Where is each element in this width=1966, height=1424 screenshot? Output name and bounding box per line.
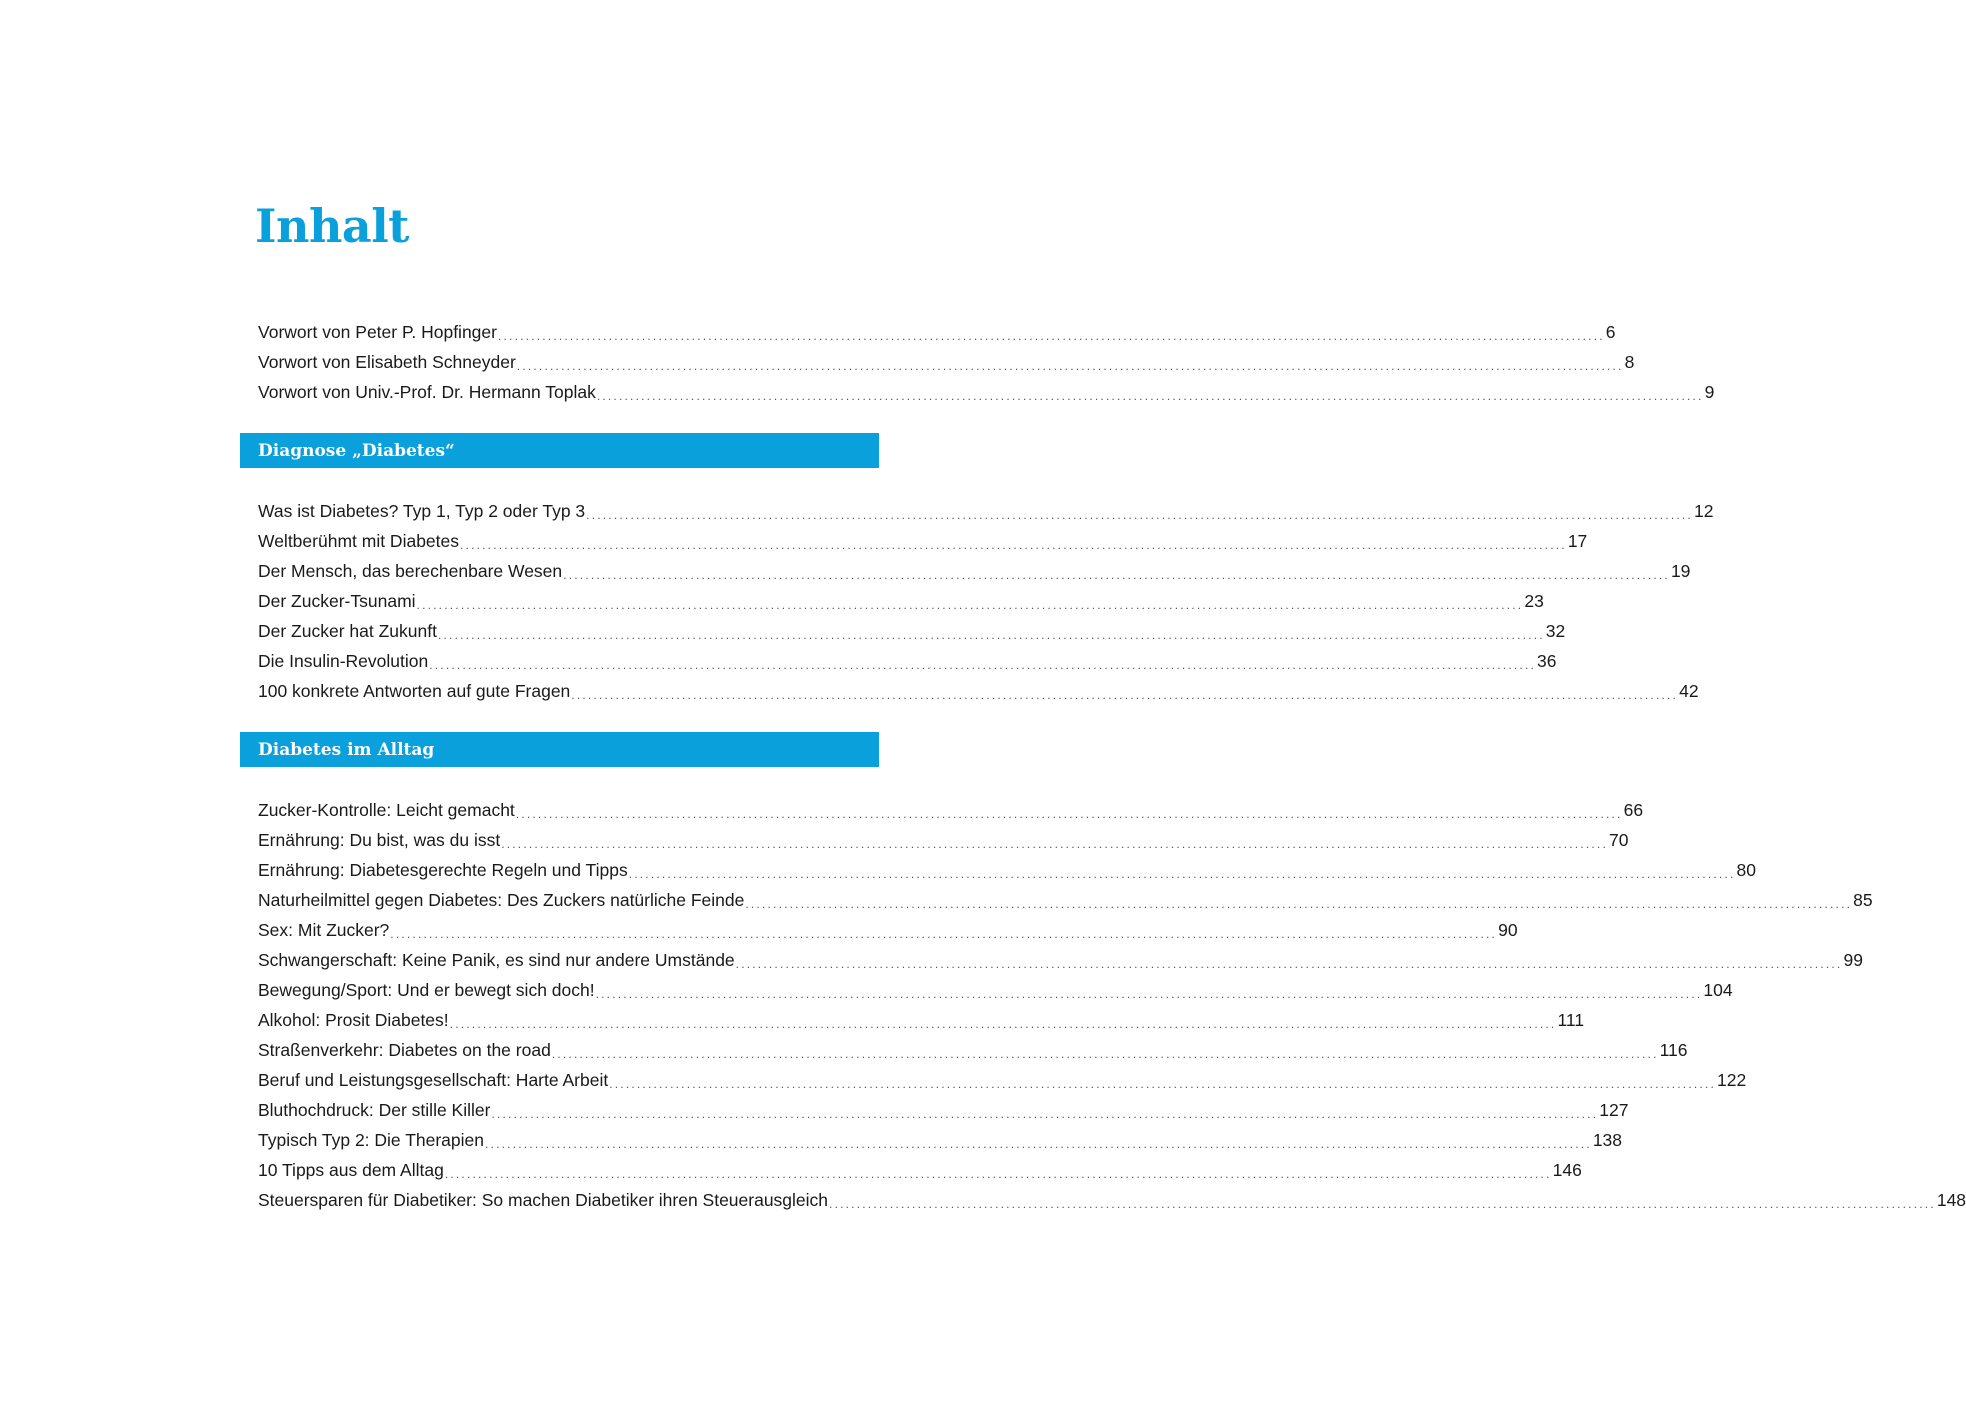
leader-dots: ........................................................................................................................................................................................................ bbox=[485, 1137, 1592, 1151]
toc-entry[interactable] bbox=[258, 1125, 1623, 1155]
leader-dots: ........................................................................................................................................................................................................ bbox=[501, 837, 1608, 851]
toc-entry-title: Der Zucker-Tsunami bbox=[258, 591, 416, 611]
toc-entry[interactable] bbox=[258, 347, 1635, 377]
toc-entry[interactable] bbox=[258, 676, 1699, 706]
toc-forewords bbox=[258, 317, 1715, 407]
leader-dots: ........................................................................................................................................................................................................ bbox=[460, 538, 1567, 552]
toc-entry-page: 8 bbox=[1624, 352, 1635, 372]
toc-entry[interactable] bbox=[258, 616, 1566, 646]
toc-entry-title: Bewegung/Sport: Und er bewegt sich doch! bbox=[258, 980, 595, 1000]
toc-entry[interactable] bbox=[258, 1095, 1629, 1125]
toc-entry-title: 100 konkrete Antworten auf gute Fragen bbox=[258, 681, 571, 701]
toc-entry-title: Der Mensch, das berechenbare Wesen bbox=[258, 561, 563, 581]
leader-dots: ........................................................................................................................................................................................................ bbox=[609, 1077, 1717, 1091]
leader-dots: ........................................................................................................................................................................................................ bbox=[829, 1197, 1936, 1211]
leader-dots: ........................................................................................................................................................................................................ bbox=[429, 658, 1537, 672]
toc-entry[interactable] bbox=[258, 975, 1733, 1005]
toc-entry-page: 148 bbox=[1936, 1190, 1966, 1210]
section-header-diagnose bbox=[240, 433, 879, 468]
toc-entry[interactable] bbox=[258, 1005, 1585, 1035]
leader-dots: ........................................................................................................................................................................................................ bbox=[497, 329, 1605, 343]
leader-dots: ........................................................................................................................................................................................................ bbox=[390, 927, 1498, 941]
toc-entry[interactable] bbox=[258, 1155, 1582, 1185]
toc-entry-page: 70 bbox=[1609, 830, 1629, 850]
toc-entry-page: 104 bbox=[1703, 980, 1733, 1000]
toc-entry-page: 138 bbox=[1592, 1130, 1623, 1150]
toc-entry-title: Zucker-Kontrolle: Leicht gemacht bbox=[258, 800, 515, 820]
leader-dots: ........................................................................................................................................................................................................ bbox=[745, 897, 1853, 911]
toc-entry-page: 85 bbox=[1853, 890, 1873, 910]
toc-entry-page: 90 bbox=[1498, 920, 1518, 940]
section-header-alltag bbox=[240, 732, 879, 767]
toc-entry-page: 116 bbox=[1659, 1040, 1688, 1060]
toc-entry[interactable] bbox=[258, 915, 1518, 945]
toc-entry-page: 6 bbox=[1605, 322, 1616, 342]
toc-entry-title: Typisch Typ 2: Die Therapien bbox=[258, 1130, 485, 1150]
leader-dots: ........................................................................................................................................................................................................ bbox=[571, 688, 1679, 702]
toc-entry-page: 36 bbox=[1537, 651, 1557, 671]
leader-dots: ........................................................................................................................................................................................................ bbox=[586, 508, 1693, 522]
toc-entry-page: 127 bbox=[1599, 1100, 1629, 1120]
toc-entry-page: 23 bbox=[1524, 591, 1544, 611]
toc-entry-page: 66 bbox=[1623, 800, 1644, 820]
leader-dots: ........................................................................................................................................................................................................ bbox=[444, 1167, 1552, 1181]
toc-section-diagnose bbox=[258, 496, 1714, 706]
toc-entry-title: Naturheilmittel gegen Diabetes: Des Zuckers natürliche Feinde bbox=[258, 890, 745, 910]
leader-dots: ........................................................................................................................................................................................................ bbox=[596, 389, 1704, 403]
leader-dots: ........................................................................................................................................................................................................ bbox=[437, 628, 1545, 642]
toc-entry-page: 122 bbox=[1717, 1070, 1747, 1090]
toc-entry-page: 12 bbox=[1693, 501, 1714, 521]
toc-entry-title: 10 Tipps aus dem Alltag bbox=[258, 1160, 444, 1180]
toc-entry-page: 19 bbox=[1670, 561, 1691, 581]
toc-entry[interactable] bbox=[258, 496, 1714, 526]
toc-entry-page: 146 bbox=[1552, 1160, 1582, 1180]
toc-entry[interactable] bbox=[258, 1065, 1747, 1095]
toc-entry-title: Steuersparen für Diabetiker: So machen Diabetiker ihren Steuerausgleich bbox=[258, 1190, 829, 1210]
leader-dots: ........................................................................................................................................................................................................ bbox=[515, 807, 1623, 821]
toc-entry[interactable] bbox=[258, 1035, 1688, 1065]
toc-entry-page: 9 bbox=[1704, 382, 1715, 402]
toc-entry-page: 42 bbox=[1679, 681, 1699, 701]
toc-entry-title: Schwangerschaft: Keine Panik, es sind nur andere Umstände bbox=[258, 950, 735, 970]
leader-dots: ........................................................................................................................................................................................................ bbox=[595, 987, 1703, 1001]
toc-entry-page: 80 bbox=[1736, 860, 1756, 880]
toc-entry-page: 17 bbox=[1567, 531, 1588, 551]
leader-dots: ........................................................................................................................................................................................................ bbox=[563, 568, 1670, 582]
toc-section-alltag bbox=[258, 795, 1966, 1215]
toc-entry-title: Ernährung: Du bist, was du isst bbox=[258, 830, 501, 850]
toc-entry-title: Straßenverkehr: Diabetes on the road bbox=[258, 1040, 551, 1060]
section-heading: Diagnose „Diabetes“ bbox=[258, 441, 455, 461]
toc-entry[interactable] bbox=[258, 825, 1629, 855]
toc-entry-title: Die Insulin-Revolution bbox=[258, 651, 429, 671]
toc-entry[interactable] bbox=[258, 1185, 1966, 1215]
toc-entry-title: Alkohol: Prosit Diabetes! bbox=[258, 1010, 449, 1030]
leader-dots: ........................................................................................................................................................................................................ bbox=[416, 598, 1524, 612]
toc-entry-title: Sex: Mit Zucker? bbox=[258, 920, 390, 940]
toc-entry[interactable] bbox=[258, 945, 1863, 975]
toc-entry-title: Beruf und Leistungsgesellschaft: Harte Arbeit bbox=[258, 1070, 609, 1090]
leader-dots: ........................................................................................................................................................................................................ bbox=[735, 957, 1843, 971]
toc-entry[interactable] bbox=[258, 795, 1644, 825]
leader-dots: ........................................................................................................................................................................................................ bbox=[551, 1047, 1659, 1061]
page-title: Inhalt bbox=[255, 199, 409, 253]
toc-entry[interactable] bbox=[258, 556, 1691, 586]
toc-entry-title: Weltberühmt mit Diabetes bbox=[258, 531, 460, 551]
toc-entry[interactable] bbox=[258, 855, 1756, 885]
toc-entry-title: Ernährung: Diabetesgerechte Regeln und Tipps bbox=[258, 860, 628, 880]
toc-entry[interactable] bbox=[258, 586, 1544, 616]
toc-entry-title: Bluthochdruck: Der stille Killer bbox=[258, 1100, 491, 1120]
leader-dots: ........................................................................................................................................................................................................ bbox=[449, 1017, 1557, 1031]
toc-entry[interactable] bbox=[258, 377, 1715, 407]
leader-dots: ........................................................................................................................................................................................................ bbox=[516, 359, 1624, 373]
toc-entry-page: 111 bbox=[1557, 1010, 1585, 1030]
toc-entry[interactable] bbox=[258, 646, 1557, 676]
toc-entry-title: Was ist Diabetes? Typ 1, Typ 2 oder Typ 3 bbox=[258, 501, 586, 521]
section-heading: Diabetes im Alltag bbox=[258, 740, 435, 760]
toc-entry[interactable] bbox=[258, 317, 1616, 347]
toc-entry[interactable] bbox=[258, 526, 1588, 556]
leader-dots: ........................................................................................................................................................................................................ bbox=[628, 867, 1736, 881]
toc-entry-title: Vorwort von Univ.-Prof. Dr. Hermann Toplak bbox=[258, 382, 596, 402]
leader-dots: ........................................................................................................................................................................................................ bbox=[491, 1107, 1599, 1121]
toc-entry-page: 99 bbox=[1843, 950, 1863, 970]
toc-entry-title: Vorwort von Elisabeth Schneyder bbox=[258, 352, 516, 372]
toc-entry-page: 32 bbox=[1545, 621, 1566, 641]
toc-entry-title: Der Zucker hat Zukunft bbox=[258, 621, 437, 641]
toc-entry-title: Vorwort von Peter P. Hopfinger bbox=[258, 322, 497, 342]
toc-entry[interactable] bbox=[258, 885, 1873, 915]
